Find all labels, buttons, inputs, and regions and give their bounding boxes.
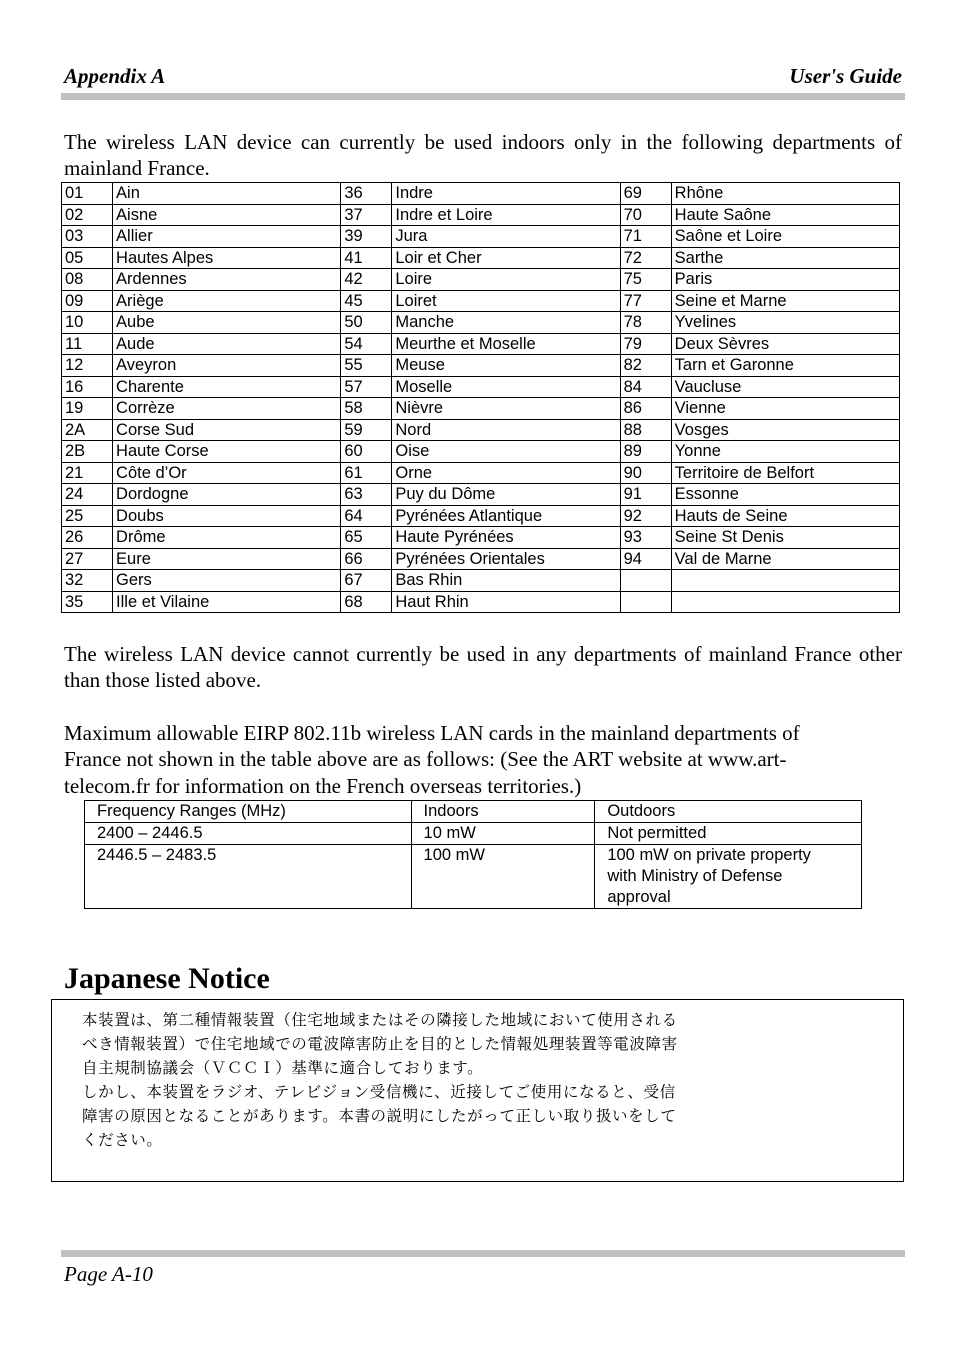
dept-name-cell: Seine et Marne — [671, 290, 899, 312]
outdoors-cell: 100 mW on private property with Ministry of Defense approval — [595, 845, 862, 909]
dept-name-cell: Manche — [392, 312, 620, 334]
dept-name-cell: Ain — [113, 183, 341, 205]
dept-name-cell: Jura — [392, 226, 620, 248]
dept-code-cell: 71 — [620, 226, 671, 248]
dept-name-cell: Eure — [113, 548, 341, 570]
dept-name-cell — [671, 570, 899, 592]
intro-paragraph: The wireless LAN device can currently be used indoors only in the following departments of mainland France. — [64, 130, 902, 180]
dept-code-cell: 03 — [62, 226, 113, 248]
dept-code-cell: 25 — [62, 505, 113, 527]
dept-name-cell: Meuse — [392, 355, 620, 377]
departments-table-row — [62, 204, 900, 226]
departments-table-row — [62, 462, 900, 484]
dept-code-cell: 12 — [62, 355, 113, 377]
dept-name-cell: Nièvre — [392, 398, 620, 420]
dept-code-cell: 75 — [620, 269, 671, 291]
dept-code-cell: 10 — [62, 312, 113, 334]
dept-code-cell: 02 — [62, 204, 113, 226]
dept-name-cell: Vaucluse — [671, 376, 899, 398]
dept-name-cell: Yonne — [671, 441, 899, 463]
dept-code-cell: 89 — [620, 441, 671, 463]
frequency-table-row — [85, 823, 862, 845]
dept-code-cell: 2B — [62, 441, 113, 463]
departments-table-row — [62, 505, 900, 527]
departments-table-row — [62, 484, 900, 506]
dept-code-cell: 58 — [341, 398, 392, 420]
dept-code-cell: 84 — [620, 376, 671, 398]
departments-table — [61, 182, 900, 613]
eirp-line-2: France not shown in the table above are as follows: (See the ART website at www.art- — [64, 747, 787, 771]
departments-table-row — [62, 355, 900, 377]
dept-code-cell: 21 — [62, 462, 113, 484]
frequency-table-header-row — [85, 801, 862, 823]
dept-code-cell: 78 — [620, 312, 671, 334]
dept-name-cell: Hautes Alpes — [113, 247, 341, 269]
dept-name-cell: Aube — [113, 312, 341, 334]
dept-name-cell: Ille et Vilaine — [113, 591, 341, 613]
dept-name-cell: Dordogne — [113, 484, 341, 506]
dept-code-cell: 63 — [341, 484, 392, 506]
eirp-line-1: Maximum allowable EIRP 802.11b wireless LAN cards in the mainland departments of — [64, 721, 800, 745]
dept-code-cell: 37 — [341, 204, 392, 226]
departments-table-row — [62, 183, 900, 205]
dept-code-cell: 66 — [341, 548, 392, 570]
dept-code-cell: 36 — [341, 183, 392, 205]
dept-code-cell: 24 — [62, 484, 113, 506]
dept-code-cell: 59 — [341, 419, 392, 441]
dept-name-cell: Moselle — [392, 376, 620, 398]
dept-name-cell: Essonne — [671, 484, 899, 506]
departments-table-row — [62, 419, 900, 441]
dept-code-cell: 01 — [62, 183, 113, 205]
dept-name-cell: Indre — [392, 183, 620, 205]
restriction-paragraph: The wireless LAN device cannot currently be used in any departments of mainland France other than those listed above. — [64, 642, 902, 692]
japanese-notice-line: 本装置は、第二種情報装置（住宅地域またはその隣接した地域において使用される — [82, 1011, 678, 1029]
departments-table-row — [62, 376, 900, 398]
dept-code-cell: 69 — [620, 183, 671, 205]
dept-name-cell: Corrèze — [113, 398, 341, 420]
dept-name-cell: Doubs — [113, 505, 341, 527]
header-guide-title: User's Guide — [789, 64, 902, 88]
dept-name-cell: Haute Pyrénées — [392, 527, 620, 549]
japanese-notice-line: 自主規制協議会（ＶＣＣＩ）基準に適合しております。 — [82, 1059, 484, 1077]
page-number: Page A-10 — [64, 1262, 153, 1286]
dept-name-cell: Tarn et Garonne — [671, 355, 899, 377]
dept-name-cell: Puy du Dôme — [392, 484, 620, 506]
departments-table-row — [62, 441, 900, 463]
japanese-notice-line: べき情報装置）で住宅地域での電波障害防止を目的とした情報処理装置等電波障害 — [82, 1035, 678, 1053]
dept-code-cell: 67 — [341, 570, 392, 592]
dept-code-cell: 26 — [62, 527, 113, 549]
dept-name-cell: Haut Rhin — [392, 591, 620, 613]
departments-table-row — [62, 290, 900, 312]
dept-code-cell: 41 — [341, 247, 392, 269]
dept-code-cell — [620, 591, 671, 613]
dept-name-cell: Pyrénées Atlantique — [392, 505, 620, 527]
dept-code-cell: 39 — [341, 226, 392, 248]
dept-code-cell: 32 — [62, 570, 113, 592]
dept-code-cell: 42 — [341, 269, 392, 291]
dept-name-cell: Rhône — [671, 183, 899, 205]
dept-name-cell: Val de Marne — [671, 548, 899, 570]
dept-name-cell: Gers — [113, 570, 341, 592]
dept-code-cell: 92 — [620, 505, 671, 527]
dept-name-cell: Aveyron — [113, 355, 341, 377]
header-frequency: Frequency Ranges (MHz) — [85, 801, 412, 823]
footer-divider — [61, 1250, 905, 1257]
header-outdoors: Outdoors — [595, 801, 862, 823]
dept-code-cell: 54 — [341, 333, 392, 355]
dept-name-cell: Haute Corse — [113, 441, 341, 463]
dept-name-cell: Côte d’Or — [113, 462, 341, 484]
dept-code-cell: 05 — [62, 247, 113, 269]
dept-name-cell: Loiret — [392, 290, 620, 312]
dept-name-cell: Hauts de Seine — [671, 505, 899, 527]
dept-name-cell: Saône et Loire — [671, 226, 899, 248]
dept-code-cell: 60 — [341, 441, 392, 463]
japanese-notice-heading: Japanese Notice — [64, 962, 270, 995]
dept-name-cell: Allier — [113, 226, 341, 248]
dept-code-cell: 57 — [341, 376, 392, 398]
dept-name-cell: Meurthe et Moselle — [392, 333, 620, 355]
frequency-table-row — [85, 845, 862, 909]
dept-code-cell: 11 — [62, 333, 113, 355]
japanese-notice-line: ください。 — [82, 1131, 163, 1149]
departments-table-row — [62, 398, 900, 420]
dept-code-cell: 08 — [62, 269, 113, 291]
outdoors-cell: Not permitted — [595, 823, 862, 845]
dept-name-cell: Ariège — [113, 290, 341, 312]
dept-name-cell: Seine St Denis — [671, 527, 899, 549]
dept-name-cell: Haute Saône — [671, 204, 899, 226]
indoors-cell: 100 mW — [411, 845, 595, 909]
dept-name-cell: Deux Sèvres — [671, 333, 899, 355]
departments-table-row — [62, 591, 900, 613]
dept-name-cell: Yvelines — [671, 312, 899, 334]
dept-code-cell: 2A — [62, 419, 113, 441]
eirp-line-3: telecom.fr for information on the French overseas territories.) — [64, 774, 582, 798]
japanese-notice-line: しかし、本装置をラジオ、テレビジョン受信機に、近接してご使用になると、受信 — [82, 1083, 676, 1101]
dept-code-cell: 91 — [620, 484, 671, 506]
departments-table-row — [62, 333, 900, 355]
dept-name-cell: Aude — [113, 333, 341, 355]
dept-code-cell: 70 — [620, 204, 671, 226]
frequency-range-cell: 2446.5 – 2483.5 — [85, 845, 412, 909]
departments-table-row — [62, 312, 900, 334]
indoors-cell: 10 mW — [411, 823, 595, 845]
dept-name-cell: Vienne — [671, 398, 899, 420]
dept-code-cell: 09 — [62, 290, 113, 312]
header-indoors: Indoors — [411, 801, 595, 823]
dept-name-cell: Drôme — [113, 527, 341, 549]
dept-name-cell: Orne — [392, 462, 620, 484]
departments-table-row — [62, 226, 900, 248]
dept-name-cell: Aisne — [113, 204, 341, 226]
departments-table-row — [62, 548, 900, 570]
departments-table-row — [62, 527, 900, 549]
dept-code-cell: 19 — [62, 398, 113, 420]
dept-code-cell — [620, 570, 671, 592]
dept-code-cell: 68 — [341, 591, 392, 613]
dept-name-cell: Vosges — [671, 419, 899, 441]
dept-name-cell: Corse Sud — [113, 419, 341, 441]
dept-name-cell: Charente — [113, 376, 341, 398]
dept-code-cell: 61 — [341, 462, 392, 484]
dept-code-cell: 50 — [341, 312, 392, 334]
dept-name-cell: Indre et Loire — [392, 204, 620, 226]
dept-code-cell: 27 — [62, 548, 113, 570]
japanese-notice-line: 障害の原因となることがあります。本書の説明にしたがって正しい取り扱いをして — [82, 1107, 677, 1125]
dept-code-cell: 90 — [620, 462, 671, 484]
frequency-table — [84, 800, 862, 909]
dept-code-cell: 86 — [620, 398, 671, 420]
departments-table-row — [62, 570, 900, 592]
dept-code-cell: 94 — [620, 548, 671, 570]
departments-table-row — [62, 269, 900, 291]
departments-table-row — [62, 247, 900, 269]
dept-code-cell: 82 — [620, 355, 671, 377]
dept-name-cell: Territoire de Belfort — [671, 462, 899, 484]
dept-name-cell: Oise — [392, 441, 620, 463]
dept-code-cell: 55 — [341, 355, 392, 377]
dept-code-cell: 72 — [620, 247, 671, 269]
dept-name-cell: Sarthe — [671, 247, 899, 269]
dept-code-cell: 65 — [341, 527, 392, 549]
dept-name-cell: Loir et Cher — [392, 247, 620, 269]
dept-name-cell: Pyrénées Orientales — [392, 548, 620, 570]
dept-name-cell: Ardennes — [113, 269, 341, 291]
dept-code-cell: 16 — [62, 376, 113, 398]
dept-name-cell: Loire — [392, 269, 620, 291]
frequency-range-cell: 2400 – 2446.5 — [85, 823, 412, 845]
dept-code-cell: 77 — [620, 290, 671, 312]
dept-name-cell: Nord — [392, 419, 620, 441]
dept-code-cell: 79 — [620, 333, 671, 355]
header-divider — [61, 93, 905, 100]
dept-name-cell — [671, 591, 899, 613]
dept-code-cell: 45 — [341, 290, 392, 312]
dept-name-cell: Bas Rhin — [392, 570, 620, 592]
dept-code-cell: 88 — [620, 419, 671, 441]
dept-code-cell: 93 — [620, 527, 671, 549]
header-section-title: Appendix A — [64, 64, 166, 88]
dept-code-cell: 35 — [62, 591, 113, 613]
dept-code-cell: 64 — [341, 505, 392, 527]
dept-name-cell: Paris — [671, 269, 899, 291]
